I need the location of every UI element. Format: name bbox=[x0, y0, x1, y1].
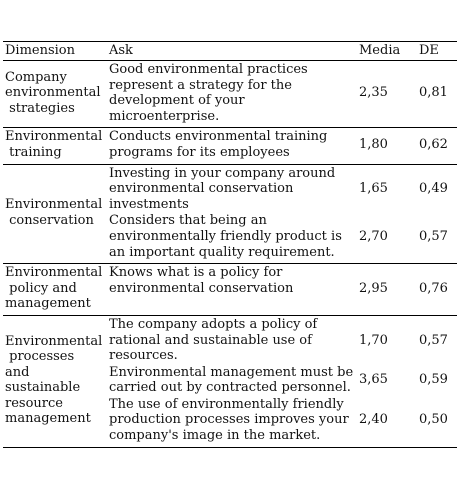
ask-cell: Good environmental practices represent a strategy for the development of your microenterprise. bbox=[107, 61, 357, 128]
de-cell: 0,50 bbox=[417, 396, 457, 447]
de-cell: 0,62 bbox=[417, 128, 457, 164]
results-table bbox=[3, 41, 457, 448]
media-cell: 1,65 bbox=[359, 181, 388, 197]
table-row bbox=[3, 315, 457, 363]
table-body bbox=[3, 61, 457, 448]
dimension-cell: Company environmental strategies bbox=[3, 61, 107, 128]
media-cell: 2,40 bbox=[357, 396, 417, 447]
header-de: DE bbox=[417, 42, 457, 61]
ask-cell: Considers that being an environmentally friendly product is an important quality requirement. bbox=[107, 212, 357, 263]
table-row bbox=[3, 128, 457, 164]
table-row bbox=[3, 264, 457, 316]
dimension-cell: Environmental processes and sustainable resource management bbox=[3, 315, 107, 447]
de-cell: 0,81 bbox=[417, 61, 457, 128]
media-cell: 2,95 bbox=[357, 264, 417, 316]
header-dimension: Dimension bbox=[3, 42, 107, 61]
ask-cell: The use of environmentally friendly production processes improves your company's image in the market. bbox=[107, 396, 357, 447]
header-ask: Ask bbox=[107, 42, 357, 61]
dimension-cell: Environmental training bbox=[3, 128, 107, 164]
header-media: Media bbox=[357, 42, 417, 61]
media-cell: 2,70 bbox=[357, 212, 417, 263]
table-row bbox=[3, 61, 457, 128]
ask-cell: Knows what is a policy for environmental conservation bbox=[107, 264, 357, 316]
de-cell: 0,76 bbox=[417, 264, 457, 316]
header-row bbox=[3, 42, 457, 61]
media-cell: 1,70 bbox=[359, 332, 388, 348]
de-cell: 0,59 bbox=[419, 372, 448, 388]
media-cell: 2,35 bbox=[357, 61, 417, 128]
ask-cell: Environmental management must be carried out by contracted personnel. bbox=[109, 364, 354, 396]
ask-cell: Conducts environmental training programs for its employees bbox=[107, 128, 357, 164]
media-cell: 3,65 bbox=[359, 372, 388, 388]
ask-cell: The company adopts a policy of rational and sustainable use of resources. bbox=[109, 316, 318, 364]
table-row bbox=[3, 164, 457, 212]
de-cell: 0,49 bbox=[419, 181, 448, 197]
media-cell: 1,80 bbox=[357, 128, 417, 164]
ask-cell: Investing in your company around environmental conservation investments bbox=[109, 165, 336, 212]
de-cell: 0,57 bbox=[417, 212, 457, 263]
dimension-cell: Environmental conservation bbox=[3, 164, 107, 264]
de-cell: 0,57 bbox=[419, 332, 448, 348]
dimension-cell: Environmental policy and management bbox=[3, 264, 107, 316]
